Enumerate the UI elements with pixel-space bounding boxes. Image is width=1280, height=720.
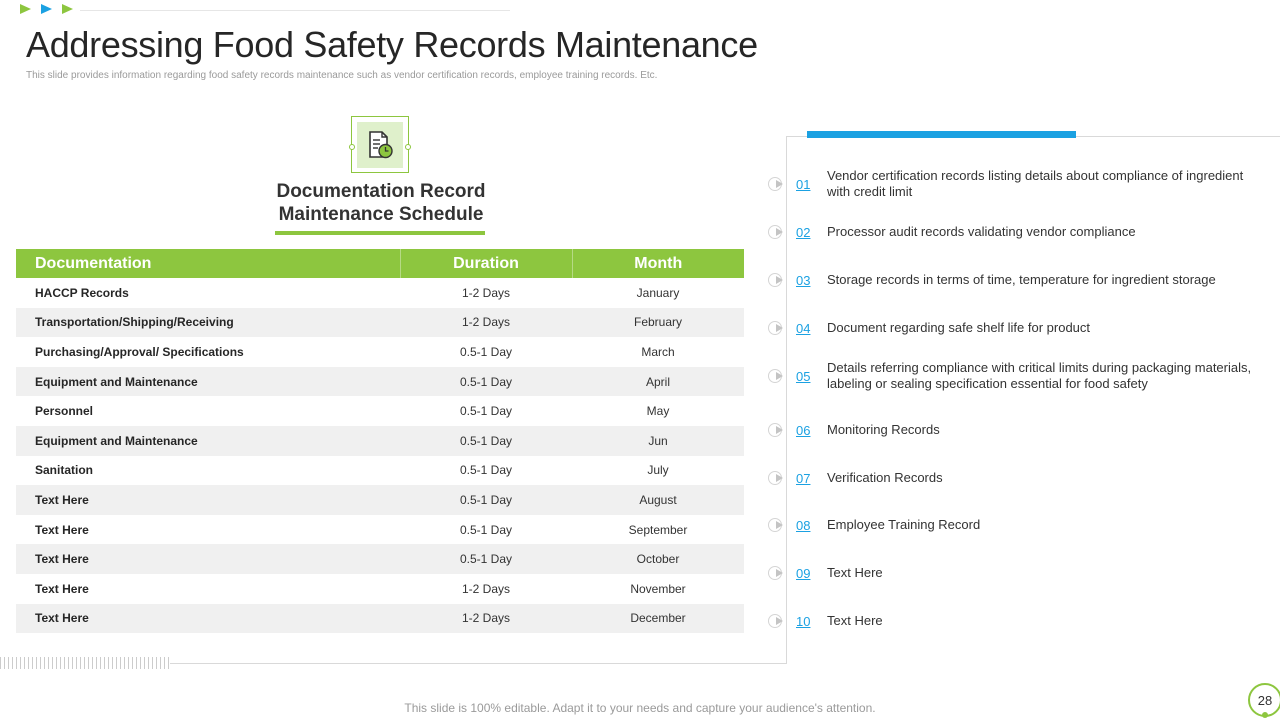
play-marker-icon <box>768 225 782 239</box>
item-text: Text Here <box>827 613 883 628</box>
cell-month: April <box>572 367 744 397</box>
play-marker-icon <box>768 369 782 383</box>
cell-documentation: Text Here <box>35 581 89 596</box>
play-marker-icon <box>768 273 782 287</box>
table-row <box>16 544 744 574</box>
arrow-icon <box>20 4 31 14</box>
heading-underline <box>275 231 485 235</box>
cell-documentation: HACCP Records <box>35 285 129 300</box>
list-item <box>768 613 883 629</box>
page-number: 28 <box>1248 683 1280 717</box>
cell-documentation: Sanitation <box>35 463 94 478</box>
schedule-table <box>16 249 744 633</box>
item-text: Verification Records <box>827 470 943 485</box>
cell-documentation: Equipment and Maintenance <box>16 367 400 397</box>
cell-duration: 0.5-1 Day <box>459 463 513 478</box>
cell-duration: 0.5-1 Day <box>400 426 572 456</box>
cell-duration: 0.5-1 Day <box>459 344 513 359</box>
item-text: Monitoring Records <box>827 422 940 437</box>
item-number-link[interactable]: 06 <box>796 422 811 438</box>
item-number-link[interactable]: 09 <box>796 565 811 581</box>
play-marker-icon <box>768 614 782 628</box>
cell-month: March <box>641 344 675 359</box>
play-marker-icon <box>768 177 782 191</box>
list-item <box>768 272 1216 288</box>
list-item <box>768 565 883 581</box>
item-text: Employee Training Record <box>827 517 981 532</box>
cell-documentation: Transportation/Shipping/Receiving <box>16 308 400 338</box>
cell-documentation: Text Here <box>35 522 89 537</box>
item-text: Text Here <box>827 565 883 580</box>
panel-border-left <box>786 136 787 664</box>
item-number-link[interactable]: 10 <box>796 613 811 629</box>
cell-month: July <box>647 463 669 478</box>
cell-duration: 0.5-1 Day <box>400 367 572 397</box>
item-text: Vendor certification records listing details about compliance of ingredient with credit limit <box>827 168 1244 199</box>
cell-duration: 0.5-1 Day <box>400 544 572 574</box>
item-text: Processor audit records validating vendor compliance <box>827 224 1136 239</box>
cell-documentation: Purchasing/Approval/ Specifications <box>35 344 244 359</box>
schedule-heading-line1: Documentation Record <box>276 181 486 202</box>
cell-month: Jun <box>572 426 744 456</box>
decorative-arrows <box>20 4 73 14</box>
accent-bar <box>807 131 1076 138</box>
header-duration: Duration <box>400 249 572 278</box>
schedule-heading <box>236 180 526 226</box>
header-documentation: Documentation <box>16 249 400 278</box>
slide-title: Addressing Food Safety Records Maintenance <box>26 24 758 65</box>
table-row <box>16 456 744 486</box>
item-number-link[interactable]: 02 <box>796 224 811 240</box>
page-number-dot <box>1262 712 1268 718</box>
cell-duration: 1-2 Days <box>400 308 572 338</box>
cell-month: August <box>572 485 744 515</box>
footer-note: This slide is 100% editable. Adapt it to your needs and capture your audience's attention. <box>404 701 876 715</box>
item-text: Document regarding safe shelf life for product <box>827 320 1091 335</box>
cell-month: May <box>646 404 670 419</box>
list-item <box>768 320 1091 336</box>
table-header-row <box>16 249 744 278</box>
list-item <box>768 360 1252 391</box>
item-number-link[interactable]: 01 <box>796 176 811 192</box>
list-item <box>768 422 940 438</box>
document-clock-icon <box>351 116 409 173</box>
item-text: Storage records in terms of time, temperature for ingredient storage <box>827 272 1216 287</box>
cell-duration: 0.5-1 Day <box>459 404 513 419</box>
header-month: Month <box>572 249 744 278</box>
item-number-link[interactable]: 03 <box>796 272 811 288</box>
play-marker-icon <box>768 518 782 532</box>
cell-documentation: Text Here <box>16 604 400 634</box>
table-row <box>16 278 744 308</box>
cell-duration: 0.5-1 Day <box>459 522 513 537</box>
list-item <box>768 224 1136 240</box>
list-item <box>768 168 1244 199</box>
decorative-hatch <box>0 657 170 669</box>
cell-duration: 1-2 Days <box>461 581 511 596</box>
item-number-link[interactable]: 08 <box>796 517 811 533</box>
table-row <box>16 396 744 426</box>
cell-month: November <box>630 581 686 596</box>
table-row <box>16 604 744 634</box>
arrow-icon <box>41 4 52 14</box>
list-item <box>768 470 943 486</box>
play-marker-icon <box>768 321 782 335</box>
list-item <box>768 517 981 533</box>
cell-month: December <box>572 604 744 634</box>
play-marker-icon <box>768 566 782 580</box>
item-number-link[interactable]: 04 <box>796 320 811 336</box>
cell-month: October <box>572 544 744 574</box>
cell-month: February <box>572 308 744 338</box>
cell-duration: 0.5-1 Day <box>400 485 572 515</box>
table-row <box>16 308 744 338</box>
table-row <box>16 485 744 515</box>
cell-duration: 1-2 Days <box>400 604 572 634</box>
cell-month: January <box>636 285 680 300</box>
table-row <box>16 367 744 397</box>
item-number-link[interactable]: 05 <box>796 368 811 384</box>
top-divider <box>80 10 510 11</box>
table-row <box>16 337 744 367</box>
table-row <box>16 515 744 545</box>
cell-documentation: Equipment and Maintenance <box>16 426 400 456</box>
cell-duration: 1-2 Days <box>461 285 511 300</box>
play-marker-icon <box>768 471 782 485</box>
table-row <box>16 426 744 456</box>
play-marker-icon <box>768 423 782 437</box>
arrow-icon <box>62 4 73 14</box>
table-row <box>16 574 744 604</box>
cell-documentation: Text Here <box>16 544 400 574</box>
item-number-link[interactable]: 07 <box>796 470 811 486</box>
bottom-divider <box>170 663 786 664</box>
cell-documentation: Text Here <box>16 485 400 515</box>
cell-documentation: Personnel <box>35 404 94 419</box>
slide-subtitle: This slide provides information regarding food safety records maintenance such as vendor certification records, employee training records. Etc. <box>26 70 658 81</box>
cell-month: September <box>628 522 688 537</box>
schedule-heading-line2: Maintenance Schedule <box>278 204 484 225</box>
item-text: Details referring compliance with critical limits during packaging materials, labeling or sealing specification essential for food safety <box>827 360 1252 391</box>
